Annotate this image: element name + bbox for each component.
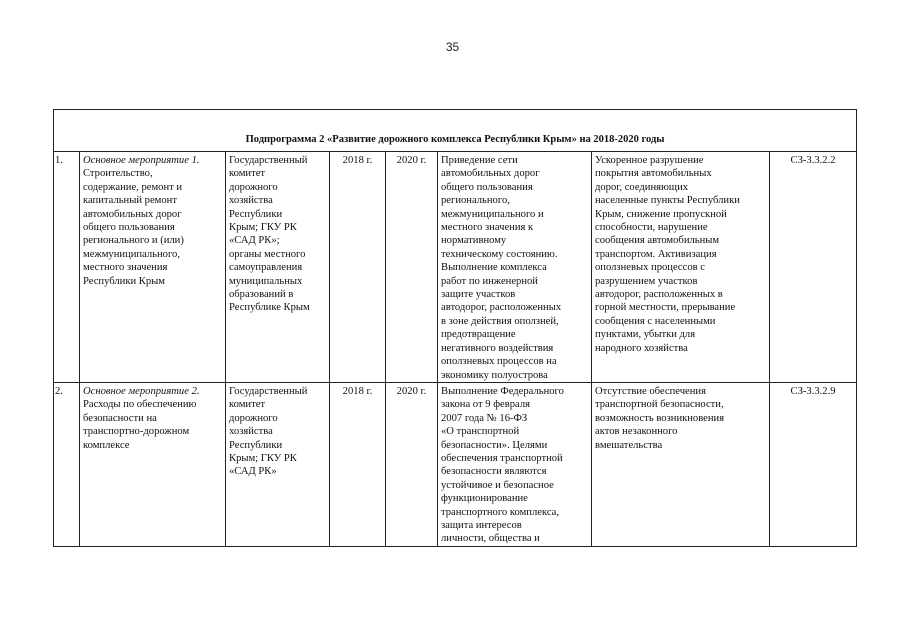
measure-text: Строительство, содержание, ремонт и капитальный ремонт автомобильных дорог общего пользования регионального и (или) межмуниципального, местного значения Республики Крым [83,168,184,287]
consequences-cell: Отсутствие обеспечения транспортной безопасности, возможность возникновения актов незаконного вмешательства [592,382,770,546]
program-table [53,109,857,547]
start-year-cell: 2018 г. [330,152,386,383]
start-year-cell: 2018 г. [330,382,386,546]
result-cell: Приведение сети автомобильных дорог общего пользования регионального, межмуниципального и местного значения к нормативному техническому состоянию. Выполнение комплекса работ по инженерной защите участков автодорог, расположенных в зоне действия оползней, предотвращение негативного воздействия оползневых процессов на экономику полуострова [438,152,592,383]
measure-title: Основное мероприятие 1. [83,155,200,166]
table-row [54,152,857,383]
page-number: 35 [445,40,460,54]
subprogram-heading-row [54,110,857,152]
end-year-cell: 2020 г. [386,152,438,383]
consequences-cell: Ускоренное разрушение покрытия автомобильных дорог, соединяющих населенные пункты Республики Крым, снижение пропускной способности, нарушение сообщения автомобильным транспортом. Активизация оползневых процессов с разрушением участков автодорог, расположенных в горной местности, прерывание сообщения с населенными пунктами, убытки для народного хозяйства [592,152,770,383]
end-year-cell: 2020 г. [386,382,438,546]
measure-cell [80,382,226,546]
table-row [54,382,857,546]
executor-cell: Государственный комитет дорожного хозяйства Республики Крым; ГКУ РК «САД РК»; органы местного самоуправления муниципальных образований в Республике Крым [226,152,330,383]
measure-text: Расходы по обеспечению безопасности на транспортно-дорожном комплексе [83,399,197,451]
code-cell: СЗ-3.3.2.2 [770,152,857,383]
subprogram-heading: Подпрограмма 2 «Развитие дорожного комплекса Республики Крым» на 2018-2020 годы [54,110,857,152]
row-number: 2. [54,382,80,546]
row-number: 1. [54,152,80,383]
result-cell: Выполнение Федерального закона от 9 февраля 2007 года № 16-ФЗ «О транспортной безопасности». Целями обеспечения транспортной безопасности являются устойчивое и безопасное функционирование транспортного комплекса, защита интересов личности, общества и [438,382,592,546]
code-cell: СЗ-3.3.2.9 [770,382,857,546]
measure-cell [80,152,226,383]
executor-cell: Государственный комитет дорожного хозяйства Республики Крым; ГКУ РК «САД РК» [226,382,330,546]
measure-title: Основное мероприятие 2. [83,385,200,397]
